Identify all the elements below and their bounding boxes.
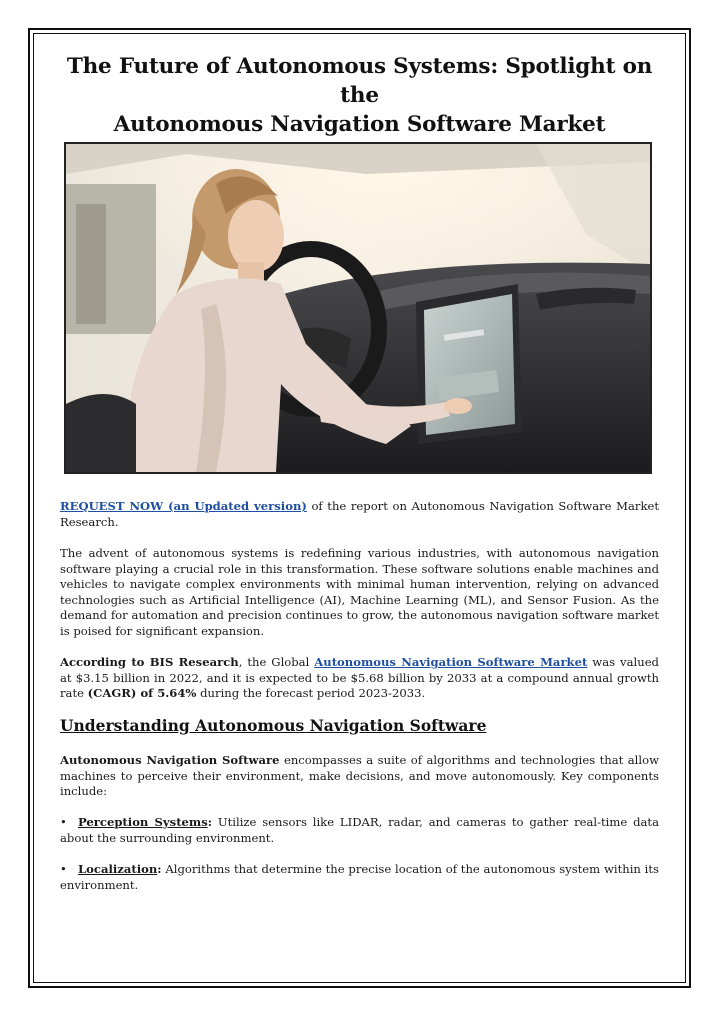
bullet-text: Algorithms that determine the precise location of the autonomous system within its environment. [60,862,659,892]
bullet-term: Perception Systems [78,815,208,829]
bis-lead: According to BIS Research [60,655,239,669]
bullet-item-perception [60,815,659,846]
document-title [50,52,669,139]
section-intro-paragraph [60,753,659,800]
request-rest-text: of the report on Autonomous Navigation Software Market Research. [60,499,659,529]
bullet-item-localization [60,862,659,893]
section-lead: Autonomous Navigation Software [60,753,280,767]
section-heading: Understanding Autonomous Navigation Software [60,716,487,735]
intro-paragraph: The advent of autonomous systems is redefining various industries, with autonomous navigation software playing a crucial role in this transformation. These software solutions enable machines and vehicles to navigate complex environments with minimal human intervention, relying on advanced technologies such as Artificial Intelligence (AI), Machine Learning (ML), and Sensor Fusion. As the demand for automation and precision continues to grow, the autonomous navigation software market is poised for significant expansion. [60,546,659,638]
title-line-1: The Future of Autonomous Systems: Spotlight on the [66,54,653,108]
title-line-2: Autonomous Navigation Software Market [113,112,606,137]
bullet-colon: : [207,815,212,829]
bullet-marker: • [60,815,67,829]
market-link[interactable]: Autonomous Navigation Software Market [314,655,588,669]
car-interior-illustration [66,144,650,472]
bullet-colon: : [157,862,162,876]
bullet-marker: • [60,862,67,876]
woman-driving-photo [64,142,652,474]
bis-text-3: during the forecast period 2023-2033. [196,686,426,701]
section-lead-text: encompasses a suite of algorithms and technologies that allow machines to perceive their environment, make decisions, and move autonomously. Key components include: [60,753,660,799]
bis-paragraph [60,655,659,702]
bis-text-2: was valued at $3.15 billion in 2022, and it is expected to be $5.68 billion by 2033 at a compound annual growth rate [60,655,659,701]
request-now-link[interactable]: REQUEST NOW (an Updated version) [60,499,307,513]
bullet-text: Utilize sensors like LIDAR, radar, and cameras to gather real-time data about the surrounding environment. [60,815,659,845]
bis-text-1: , the Global [238,655,315,669]
cagr-value: (CAGR) of 5.64% [87,686,197,701]
bullet-term: Localization [78,862,158,876]
request-paragraph [60,499,659,530]
